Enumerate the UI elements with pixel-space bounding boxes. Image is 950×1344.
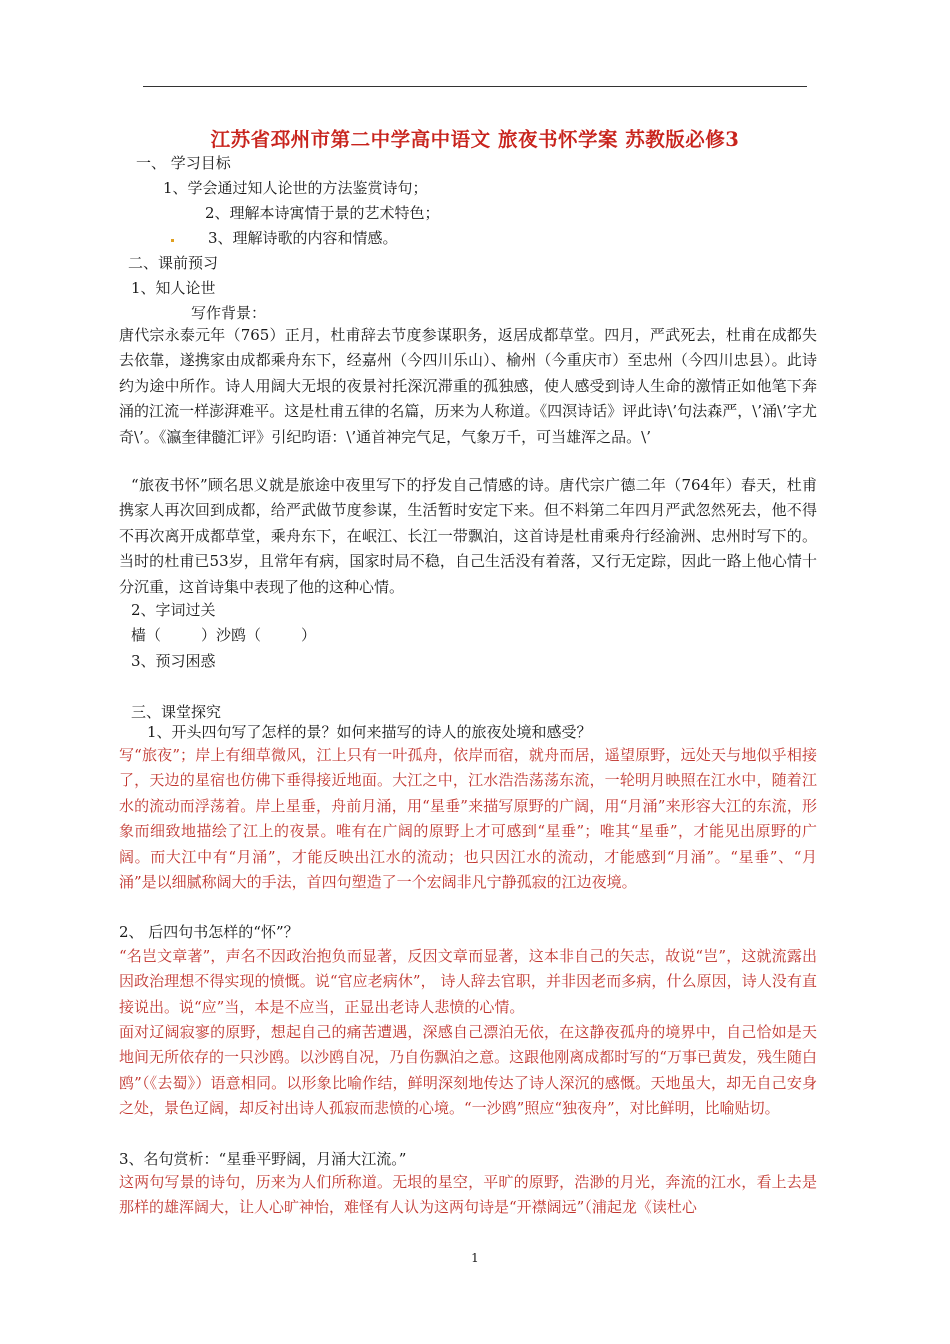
answer-2-part-2: 面对辽阔寂寥的原野，想起自己的痛苦遭遇，深感自己漂泊无依，在这静夜孤舟的境界中，自己恰如是天地间无所依存的一只沙鸥。以沙鸥自况，乃自伤飘泊之意。这跟他刚离成都时写的“万事已黄发，残生随白鸥”（《去蜀》）语意相同。以形象比喻作结，鲜明深刻地传达了诗人深沉的感慨。天地虽大，却无自己安身之处，景色辽阔，却反衬出诗人孤寂而悲愤的心境。“一沙鸥”照应“独夜舟”，对比鲜明，比喻贴切。 <box>119 1023 817 1118</box>
document-title: 江苏省邳州市第二中学高中语文 旅夜书怀学案 苏教版必修3 <box>210 128 740 151</box>
question-3: 3、名句赏析：“星垂平野阔，月涌大江流。” <box>119 1150 407 1168</box>
vocab-word-1: 樯（ <box>131 626 162 644</box>
objective-item-2: 2、理解本诗寓情于景的艺术特色； <box>205 204 440 222</box>
page-number: 1 <box>471 1251 479 1265</box>
section-heading-inquiry: 三、课堂探究 <box>131 703 222 721</box>
writing-background-label: 写作背景： <box>191 304 267 322</box>
objective-item-3: 3、理解诗歌的内容和情感。 <box>208 229 398 247</box>
subheading-background: 1、知人论世 <box>131 279 216 297</box>
subheading-questions: 3、预习困惑 <box>131 652 216 670</box>
vocab-close: ） <box>301 626 317 644</box>
question-1: 1、开头四句写了怎样的景？如何来描写的诗人的旅夜处境和感受？ <box>147 723 592 741</box>
title-intro-text: “旅夜书怀”顾名思义就是旅途中夜里写下的抒发自己情感的诗。唐代宗广德二年（764年）春天，杜甫携家人再次回到成都，给严武做节度参谋，生活暂时安定下来。但不料第二年四月严武忽然死去，他不得不再次离开成都草堂，乘舟东下，在岷江、长江一带飘泊，这首诗是杜甫乘舟行经渝洲、忠州时写下的。当时的杜甫已53岁，且常年有病，国家时局不稳，自己生活没有着落，又行无定踪，因此一路上他心情十分沉重，这首诗集中表现了他的这种心情。 <box>119 476 817 596</box>
objective-item-1: 1、学会通过知人论世的方法鉴赏诗句； <box>163 179 428 197</box>
answer-3: 这两句写景的诗句，历来为人们所称道。无垠的星空，平旷的原野，浩渺的月光，奔流的江水，看上去是那样的雄浑阔大，让人心旷神怡，难怪有人认为这两句诗是“开襟阔远”（浦起龙《读杜心 <box>119 1173 817 1217</box>
vocabulary-line <box>131 625 316 645</box>
answer-1: 写“旅夜”；岸上有细草微风，江上只有一叶孤舟，依岸而宿，就舟而居，遥望原野，远处天与地似乎相接了，天边的星宿也仿佛下垂得接近地面。大江之中，江水浩浩荡荡东流，一轮明月映照在江水中，随着江水的流动而浮荡着。岸上星垂，舟前月涌，用“星垂”来描写原野的广阔，用“月涌”来形容大江的东流，形象而细致地描绘了江上的夜景。唯有在广阔的原野上才可感到“星垂”；唯其“星垂”，才能见出原野的广阔。而大江中有“月涌”，才能反映出江水的流动；也只因江水的流动，才能感到“月涌”。“星垂”、“月涌”是以细腻称阔大的手法，首四句塑造了一个宏阔非凡宁静孤寂的江边夜境。 <box>119 746 817 892</box>
subheading-vocabulary: 2、字词过关 <box>131 601 216 619</box>
writing-background-text: 唐代宗永泰元年（765）正月，杜甫辞去节度参谋职务，返居成都草堂。四月，严武死去，杜甫在成都失去依靠，遂携家由成都乘舟东下，经嘉州（今四川乐山）、榆州（今重庆市）至忠州（今四川忠县）。此诗约为途中所作。诗人用阔大无垠的夜景衬托深沉滞重的孤独感，使人感受到诗人生命的激情正如他笔下奔涌的江流一样澎湃难平。这是杜甫五律的名篇，历来为人称道。《四溟诗话》评此诗\’句法森严，\’涌\’字尤奇\’。《瀛奎律髓汇评》引纪昀语：\’通首神完气足，气象万千，可当雄浑之品。\’ <box>119 326 817 446</box>
section-heading-preview: 二、课前预习 <box>128 254 219 272</box>
answer-2-part-1: “名岂文章著”，声名不因政治抱负而显著，反因文章而显著，这本非自己的矢志，故说“岂”，这就流露出因政治理想不得实现的愤慨。说“官应老病休”， 诗人辞去官职，并非因老而多病，什么原因，诗人没有直接说出。说“应”当，本是不应当，正显出老诗人悲愤的心情。 <box>119 947 817 1016</box>
vocab-word-2: ）沙鸥（ <box>201 626 262 644</box>
marker-dot <box>171 239 174 242</box>
section-heading-objectives: 一、 学习目标 <box>136 154 231 172</box>
header-rule <box>143 86 807 87</box>
question-2: 2、 后四句书怎样的“怀”？ <box>119 923 299 941</box>
